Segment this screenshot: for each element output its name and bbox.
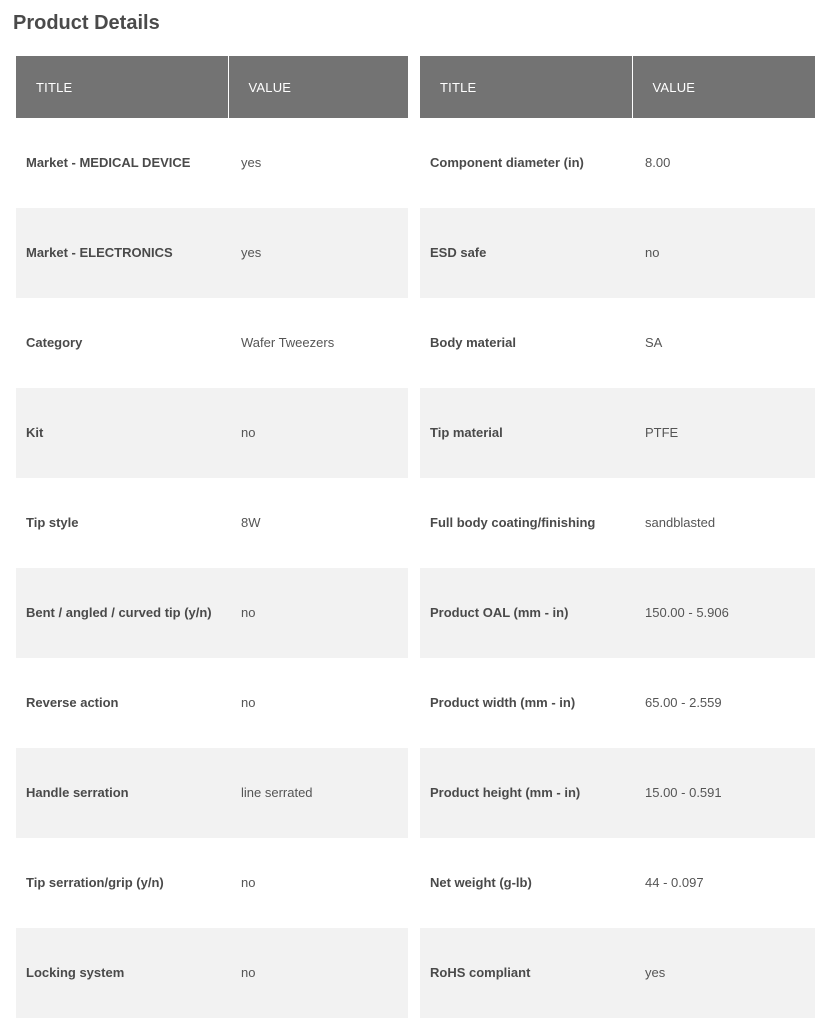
spec-title: Locking system: [16, 928, 228, 1018]
table-row: [16, 388, 408, 478]
spec-value: SA: [632, 298, 815, 388]
spec-title: Handle serration: [16, 748, 228, 838]
table-header-row: [420, 56, 815, 118]
spec-title: Market - MEDICAL DEVICE: [16, 118, 228, 208]
table-row: [16, 568, 408, 658]
spec-title: Reverse action: [16, 658, 228, 748]
spec-title: Market - ELECTRONICS: [16, 208, 228, 298]
spec-value: 150.00 - 5.906: [632, 568, 815, 658]
table-row: [16, 928, 408, 1018]
spec-value: line serrated: [228, 748, 408, 838]
spec-value: no: [632, 208, 815, 298]
spec-value: yes: [228, 208, 408, 298]
table-row: [420, 208, 815, 298]
spec-value: 65.00 - 2.559: [632, 658, 815, 748]
spec-title: Bent / angled / curved tip (y/n): [16, 568, 228, 658]
column-header-value: VALUE: [632, 56, 815, 118]
spec-value: yes: [228, 118, 408, 208]
spec-title: Product height (mm - in): [420, 748, 632, 838]
spec-value: no: [228, 658, 408, 748]
table-row: [16, 208, 408, 298]
spec-title: Component diameter (in): [420, 118, 632, 208]
table-row: [420, 118, 815, 208]
table-row: [420, 838, 815, 928]
spec-title: Tip material: [420, 388, 632, 478]
spec-title: Product width (mm - in): [420, 658, 632, 748]
spec-title: Kit: [16, 388, 228, 478]
table-row: [16, 658, 408, 748]
column-header-title: TITLE: [16, 56, 228, 118]
table-row: [16, 478, 408, 568]
spec-title: Tip serration/grip (y/n): [16, 838, 228, 928]
spec-value: 15.00 - 0.591: [632, 748, 815, 838]
page-title: Product Details: [13, 12, 160, 34]
spec-value: sandblasted: [632, 478, 815, 568]
table-row: [16, 118, 408, 208]
spec-value: no: [228, 838, 408, 928]
spec-title: Full body coating/finishing: [420, 478, 632, 568]
spec-title: ESD safe: [420, 208, 632, 298]
column-header-title: TITLE: [420, 56, 632, 118]
spec-value: 8.00: [632, 118, 815, 208]
table-header-row: [16, 56, 408, 118]
spec-value: PTFE: [632, 388, 815, 478]
spec-title: Net weight (g-lb): [420, 838, 632, 928]
spec-value: no: [228, 568, 408, 658]
spec-title: Product OAL (mm - in): [420, 568, 632, 658]
table-row: [420, 478, 815, 568]
spec-value: 44 - 0.097: [632, 838, 815, 928]
product-details-table-left: [16, 56, 408, 1018]
spec-title: Tip style: [16, 478, 228, 568]
spec-value: Wafer Tweezers: [228, 298, 408, 388]
column-header-value: VALUE: [228, 56, 408, 118]
spec-value: no: [228, 388, 408, 478]
spec-value: yes: [632, 928, 815, 1018]
table-row: [420, 388, 815, 478]
table-row: [420, 568, 815, 658]
table-row: [420, 658, 815, 748]
table-row: [16, 298, 408, 388]
table-row: [420, 748, 815, 838]
table-row: [16, 838, 408, 928]
spec-title: RoHS compliant: [420, 928, 632, 1018]
table-row: [420, 298, 815, 388]
spec-value: no: [228, 928, 408, 1018]
spec-value: 8W: [228, 478, 408, 568]
table-row: [16, 748, 408, 838]
spec-title: Body material: [420, 298, 632, 388]
spec-title: Category: [16, 298, 228, 388]
table-row: [420, 928, 815, 1018]
product-details-table-right: [420, 56, 815, 1018]
